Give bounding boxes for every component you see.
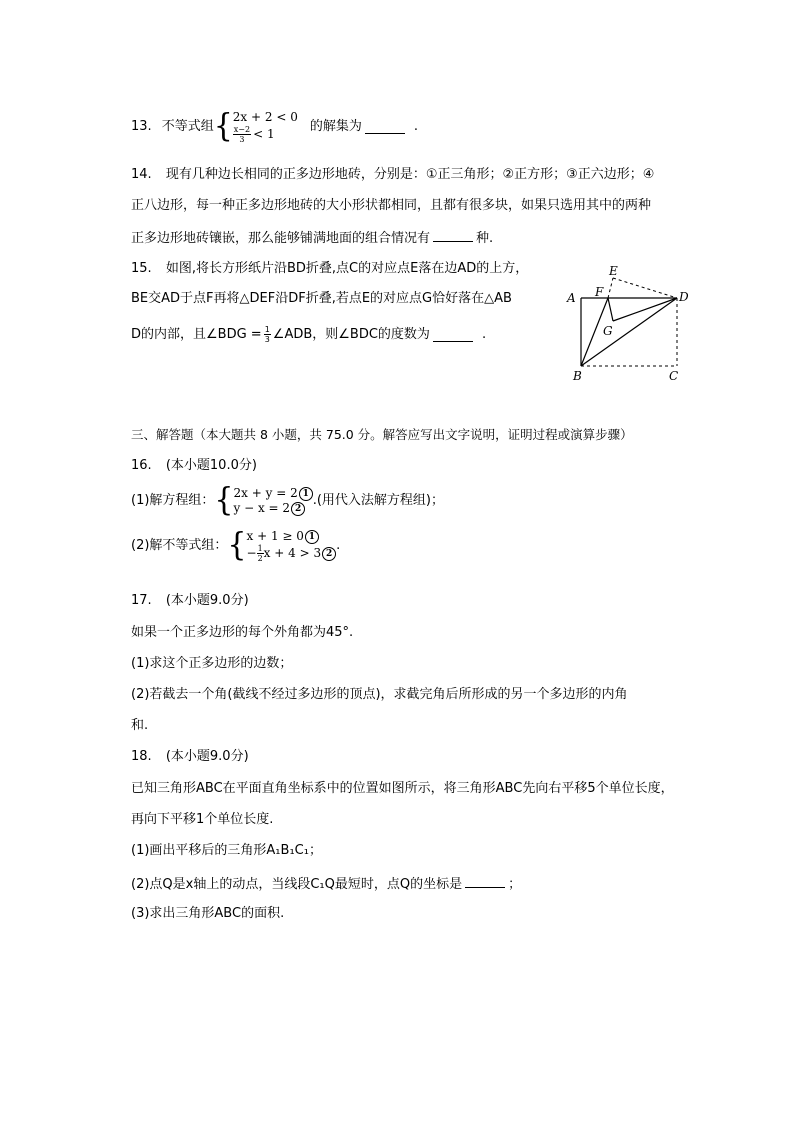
label-G: G: [603, 324, 613, 338]
label-F: F: [595, 285, 604, 299]
system-row-1: 2x + y = 2: [233, 486, 298, 500]
period: .: [481, 326, 487, 342]
system-row-1: 2x + 2 < 0: [232, 110, 298, 124]
brace-icon: {: [214, 482, 234, 519]
question-15-line-3: [131, 325, 486, 344]
system-row-2: x + 4 > 3: [263, 546, 322, 560]
question-number: 17.: [131, 593, 152, 608]
fold-BD: [581, 298, 677, 366]
question-text: ∠ADB，则∠BDC的度数为: [272, 326, 430, 342]
answer-blank[interactable]: [365, 120, 405, 134]
period: .: [413, 119, 418, 134]
segment-FE: [608, 278, 613, 298]
question-text: 如图,将长方形纸片沿BD折叠,点C的对应点E落在边AD的上方，: [165, 261, 529, 276]
circled-number: 1: [305, 530, 319, 544]
question-17-part-2a: (2)若截去一个角(截线不经过多边形的顶点)，求截完角后所形成的另一个多边形的内角: [131, 687, 628, 702]
question-number: 15.: [131, 261, 152, 276]
question-18-part-3: (3)求出三角形ABC的面积.: [131, 906, 285, 921]
question-number: 16.: [131, 458, 152, 473]
label-B: B: [573, 369, 582, 383]
question-15-line-1: [131, 260, 528, 278]
fraction: $\frac{1}{2}$: [257, 544, 263, 563]
question-14-line-1: [131, 166, 654, 184]
question-text: 正多边形地砖镶嵌，那么能够铺满地面的组合情况有: [131, 231, 431, 246]
question-text: (2)解不等式组：: [131, 538, 228, 553]
question-18-header: [131, 748, 249, 766]
question-15-line-2: BE交AD于点F再将△DEF沿DF折叠,若点E的对应点G恰好落在△AB: [131, 291, 512, 306]
circled-number: 1: [299, 487, 313, 501]
question-text: (2)点Q是x轴上的动点，当线段C₁Q最短时，点Q的坐标是: [131, 877, 463, 892]
question-number: 13.: [131, 119, 152, 134]
question-14-line-3: [131, 228, 493, 248]
score-note: (本小题10.0分): [165, 458, 257, 473]
score-note: (本小题9.0分): [165, 749, 249, 764]
equation-system: [214, 482, 312, 519]
fraction: $\frac{x-2}{3}$: [233, 125, 251, 144]
question-number: 14.: [131, 167, 152, 182]
question-14-line-2: 正八边形，每一种正多边形地砖的大小形状都相同，且都有很多块，如果只选用其中的两种: [131, 198, 652, 213]
answer-blank[interactable]: [465, 874, 505, 888]
minus-sign: −: [246, 546, 257, 560]
question-text: 不等式组: [161, 119, 214, 134]
question-18-stem-1: 已知三角形ABC在平面直角坐标系中的位置如图所示，将三角形ABC先向右平移5个单位长度，: [131, 781, 674, 796]
question-18-part-2: [131, 874, 521, 894]
inequality-system: [214, 110, 298, 144]
question-number: 18.: [131, 749, 152, 764]
question-text: .(用代入法解方程组)；: [312, 493, 444, 508]
score-note: (本小题9.0分): [165, 593, 249, 608]
segment-ED: [613, 278, 677, 298]
question-17-part-2b: 和.: [131, 718, 149, 733]
question-text: (1)解方程组：: [131, 493, 215, 508]
question-text: D的内部，且∠BDG =: [131, 326, 262, 342]
folding-figure: [565, 263, 705, 388]
brace-icon: {: [227, 527, 247, 564]
label-E: E: [609, 264, 618, 278]
fraction: $\frac{1}{3}$: [264, 325, 270, 344]
question-17-header: [131, 592, 249, 610]
question-16-part-1: [131, 484, 444, 518]
segment-GD: [613, 298, 677, 321]
inequality-system: [227, 529, 336, 563]
question-text: 现有几种边长相同的正多边形地砖，分别是：①正三角形；②正方形；③正六边形；④: [165, 167, 655, 182]
label-D: D: [679, 290, 689, 304]
question-17-part-1: (1)求这个正多边形的边数；: [131, 656, 293, 671]
question-17-stem: 如果一个正多边形的每个外角都为45°.: [131, 625, 354, 640]
section-heading: 三、解答题（本大题共 8 小题，共 75.0 分。解答应写出文字说明，证明过程或演算步骤）: [131, 427, 633, 442]
question-text: ；: [508, 877, 522, 892]
question-18-part-1: (1)画出平移后的三角形A₁B₁C₁；: [131, 843, 322, 858]
question-18-stem-2: 再向下平移1个单位长度.: [131, 812, 274, 827]
label-A: A: [567, 291, 576, 305]
segment-FG: [608, 298, 613, 321]
label-C: C: [669, 369, 679, 383]
question-16-part-2: [131, 526, 340, 566]
question-text: 种.: [476, 231, 494, 246]
answer-blank[interactable]: [433, 228, 473, 242]
question-16-header: [131, 457, 257, 475]
system-row-2: y − x = 2: [233, 501, 291, 515]
question-text: 的解集为: [309, 119, 362, 134]
circled-number: 2: [291, 502, 305, 516]
system-row-2: < 1: [253, 127, 275, 141]
circled-number: 2: [322, 547, 336, 561]
answer-blank[interactable]: [433, 328, 473, 342]
brace-icon: {: [213, 108, 233, 145]
system-row-1: x + 1 ≥ 0: [246, 529, 304, 543]
question-13: [131, 110, 418, 144]
period: .: [336, 538, 341, 553]
